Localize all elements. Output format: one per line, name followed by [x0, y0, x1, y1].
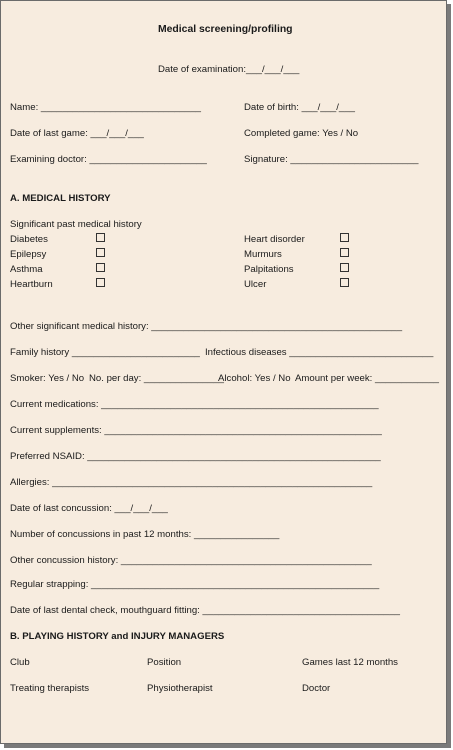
- asthma-checkbox[interactable]: [96, 263, 105, 272]
- condition-murmurs-label: Murmurs: [244, 249, 282, 260]
- signature-field[interactable]: Signature: ________________________: [244, 154, 419, 165]
- condition-epilepsy-label: Epilepsy: [10, 249, 47, 260]
- amount-per-week-field[interactable]: Amount per week: ____________: [295, 373, 440, 384]
- date-of-last-game-field[interactable]: Date of last game: ___/___/___: [10, 128, 144, 139]
- family-history-field[interactable]: Family history ________________________: [10, 347, 200, 358]
- date-of-birth-field[interactable]: Date of birth: ___/___/___: [244, 102, 355, 113]
- current-medications-field[interactable]: Current medications: ____________________________________________________: [10, 399, 379, 410]
- other-concussion-history-field[interactable]: Other concussion history: _______________________________________________: [10, 555, 372, 566]
- form-title: Medical screening/profiling: [158, 24, 293, 35]
- smoker-field[interactable]: Smoker: Yes / No: [10, 373, 85, 384]
- section-a-heading: A. MEDICAL HISTORY: [10, 193, 111, 204]
- position-label: Position: [147, 657, 182, 668]
- significant-past-label: Significant past medical history: [10, 219, 142, 230]
- current-supplements-field[interactable]: Current supplements: ____________________________________________________: [10, 425, 382, 436]
- condition-asthma-label: Asthma: [10, 264, 43, 275]
- physiotherapist-label: Physiotherapist: [147, 683, 213, 694]
- condition-heartburn-label: Heartburn: [10, 279, 53, 290]
- murmurs-checkbox[interactable]: [340, 248, 349, 257]
- games-last-12-months-label: Games last 12 months: [302, 657, 398, 668]
- allergies-field[interactable]: Allergies: ____________________________________________________________: [10, 477, 373, 488]
- alcohol-field[interactable]: Alcohol: Yes / No: [218, 373, 291, 384]
- date-of-examination-field[interactable]: Date of examination:___/___/___: [158, 64, 300, 75]
- treating-therapists-label: Treating therapists: [10, 683, 90, 694]
- ulcer-checkbox[interactable]: [340, 278, 349, 287]
- regular-strapping-field[interactable]: Regular strapping: ______________________________________________________: [10, 579, 380, 590]
- section-b-heading: B. PLAYING HISTORY and INJURY MANAGERS: [10, 631, 225, 642]
- condition-palpitations-label: Palpitations: [244, 264, 294, 275]
- number-of-concussions-field[interactable]: Number of concussions in past 12 months: ________________: [10, 529, 280, 540]
- dental-check-field[interactable]: Date of last dental check, mouthguard fitting: _____________________________________: [10, 605, 400, 616]
- club-label: Club: [10, 657, 30, 668]
- preferred-nsaid-field[interactable]: Preferred NSAID: _______________________________________________________: [10, 451, 381, 462]
- condition-heart-disorder-label: Heart disorder: [244, 234, 305, 245]
- heartburn-checkbox[interactable]: [96, 278, 105, 287]
- last-concussion-field[interactable]: Date of last concussion: ___/___/___: [10, 503, 168, 514]
- other-significant-history-field[interactable]: Other significant medical history: _______________________________________________: [10, 321, 403, 332]
- heart-disorder-checkbox[interactable]: [340, 233, 349, 242]
- palpitations-checkbox[interactable]: [340, 263, 349, 272]
- condition-ulcer-label: Ulcer: [244, 279, 267, 290]
- epilepsy-checkbox[interactable]: [96, 248, 105, 257]
- number-per-day-field[interactable]: No. per day: _______________: [89, 373, 224, 384]
- examining-doctor-field[interactable]: Examining doctor: ______________________: [10, 154, 207, 165]
- condition-diabetes-label: Diabetes: [10, 234, 48, 245]
- doctor-label: Doctor: [302, 683, 331, 694]
- name-field[interactable]: Name: ______________________________: [10, 102, 201, 113]
- completed-game-field[interactable]: Completed game: Yes / No: [244, 128, 359, 139]
- infectious-diseases-field[interactable]: Infectious diseases ___________________________: [205, 347, 434, 358]
- diabetes-checkbox[interactable]: [96, 233, 105, 242]
